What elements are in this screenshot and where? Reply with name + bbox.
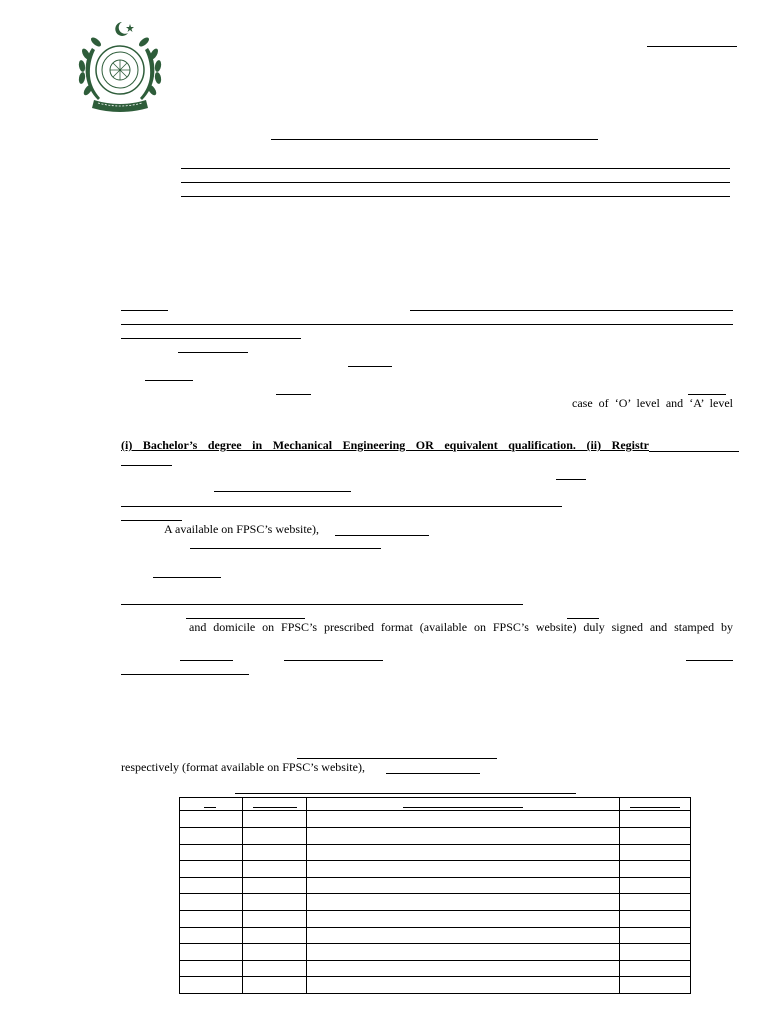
table-cell (243, 828, 307, 845)
blank-line (686, 660, 733, 661)
blank-line (178, 352, 248, 353)
table-cell (307, 811, 620, 828)
table-cell (620, 977, 691, 994)
blank-line (121, 604, 523, 605)
blank-line (121, 310, 168, 311)
table-cell (307, 844, 620, 861)
blank-line (410, 310, 733, 311)
table-cell (307, 977, 620, 994)
table-row (180, 828, 691, 845)
blank-line (153, 577, 221, 578)
respectively-text: respectively (format available on FPSC’s website), (121, 760, 365, 774)
table-cell (620, 927, 691, 944)
table-row (180, 910, 691, 927)
table-cell (243, 844, 307, 861)
table-cell (620, 910, 691, 927)
table-row (180, 927, 691, 944)
table-cell (620, 861, 691, 878)
blank-line (121, 506, 562, 507)
table-cell (620, 828, 691, 845)
table-cell (243, 960, 307, 977)
table-cell (307, 861, 620, 878)
table-row (180, 960, 691, 977)
fpsc-seal-logo (70, 18, 170, 114)
subject-line-2 (181, 182, 730, 183)
blank-line (121, 338, 301, 339)
blank-line (386, 773, 480, 774)
table-cell (180, 977, 243, 994)
table-cell (243, 927, 307, 944)
table-cell (307, 828, 620, 845)
table-cell (180, 927, 243, 944)
subject-line-3 (181, 196, 730, 197)
qualification-text: (i) Bachelor’s degree in Mechanical Engineering OR equivalent qualification. (ii) Registr (121, 438, 649, 452)
table-cell (307, 960, 620, 977)
title-underline (271, 139, 598, 140)
blank-line (186, 618, 305, 619)
table-cell (243, 811, 307, 828)
blank-line (121, 465, 172, 466)
table-cell (243, 877, 307, 894)
blank-line (348, 366, 392, 367)
table-cell (180, 828, 243, 845)
table-cell (307, 927, 620, 944)
blank-line (121, 520, 182, 521)
blank-line (180, 660, 233, 661)
table-row (180, 977, 691, 994)
header-cell (620, 798, 691, 811)
table-cell (307, 877, 620, 894)
blank-line (335, 535, 429, 536)
table-cell (180, 960, 243, 977)
blank-line (214, 491, 351, 492)
table-cell (620, 960, 691, 977)
table-cell (307, 910, 620, 927)
table-row (180, 811, 691, 828)
blank-line (556, 479, 586, 480)
table-cell (620, 944, 691, 961)
table-title-line (235, 793, 576, 794)
table-row (180, 894, 691, 911)
table-row (180, 877, 691, 894)
blank-line (284, 660, 383, 661)
table-cell (180, 811, 243, 828)
blank-line (121, 674, 249, 675)
table-cell (620, 844, 691, 861)
domicile-text: and domicile on FPSC’s prescribed format (available on FPSC’s website) duly signed and stamped by (189, 620, 733, 634)
blank-line (276, 394, 311, 395)
table-cell (307, 944, 620, 961)
blank-line (649, 451, 739, 452)
header-cell (307, 798, 620, 811)
table-cell (180, 894, 243, 911)
annex-text: A available on FPSC’s website), (164, 522, 319, 536)
table-cell (620, 811, 691, 828)
table-cell (180, 844, 243, 861)
table-cell (180, 910, 243, 927)
table-cell (180, 861, 243, 878)
blank-line (190, 548, 381, 549)
reference-number-line (647, 46, 737, 47)
documents-table (179, 797, 691, 994)
o-a-level-text: case of ‘O’ level and ‘A’ level (572, 396, 733, 410)
table-header-row (180, 798, 691, 811)
table-cell (243, 977, 307, 994)
header-cell (243, 798, 307, 811)
header-cell (180, 798, 243, 811)
table-cell (243, 861, 307, 878)
table-cell (620, 894, 691, 911)
table-row (180, 944, 691, 961)
blank-line (121, 324, 733, 325)
table-cell (307, 894, 620, 911)
table-cell (620, 877, 691, 894)
subject-line-1 (181, 168, 730, 169)
table-cell (243, 944, 307, 961)
table-cell (243, 894, 307, 911)
table-cell (180, 944, 243, 961)
table-row (180, 861, 691, 878)
blank-line (145, 380, 193, 381)
table-row (180, 844, 691, 861)
table-cell (243, 910, 307, 927)
table-cell (180, 877, 243, 894)
blank-line (688, 394, 726, 395)
blank-line (567, 618, 599, 619)
blank-line (297, 758, 497, 759)
